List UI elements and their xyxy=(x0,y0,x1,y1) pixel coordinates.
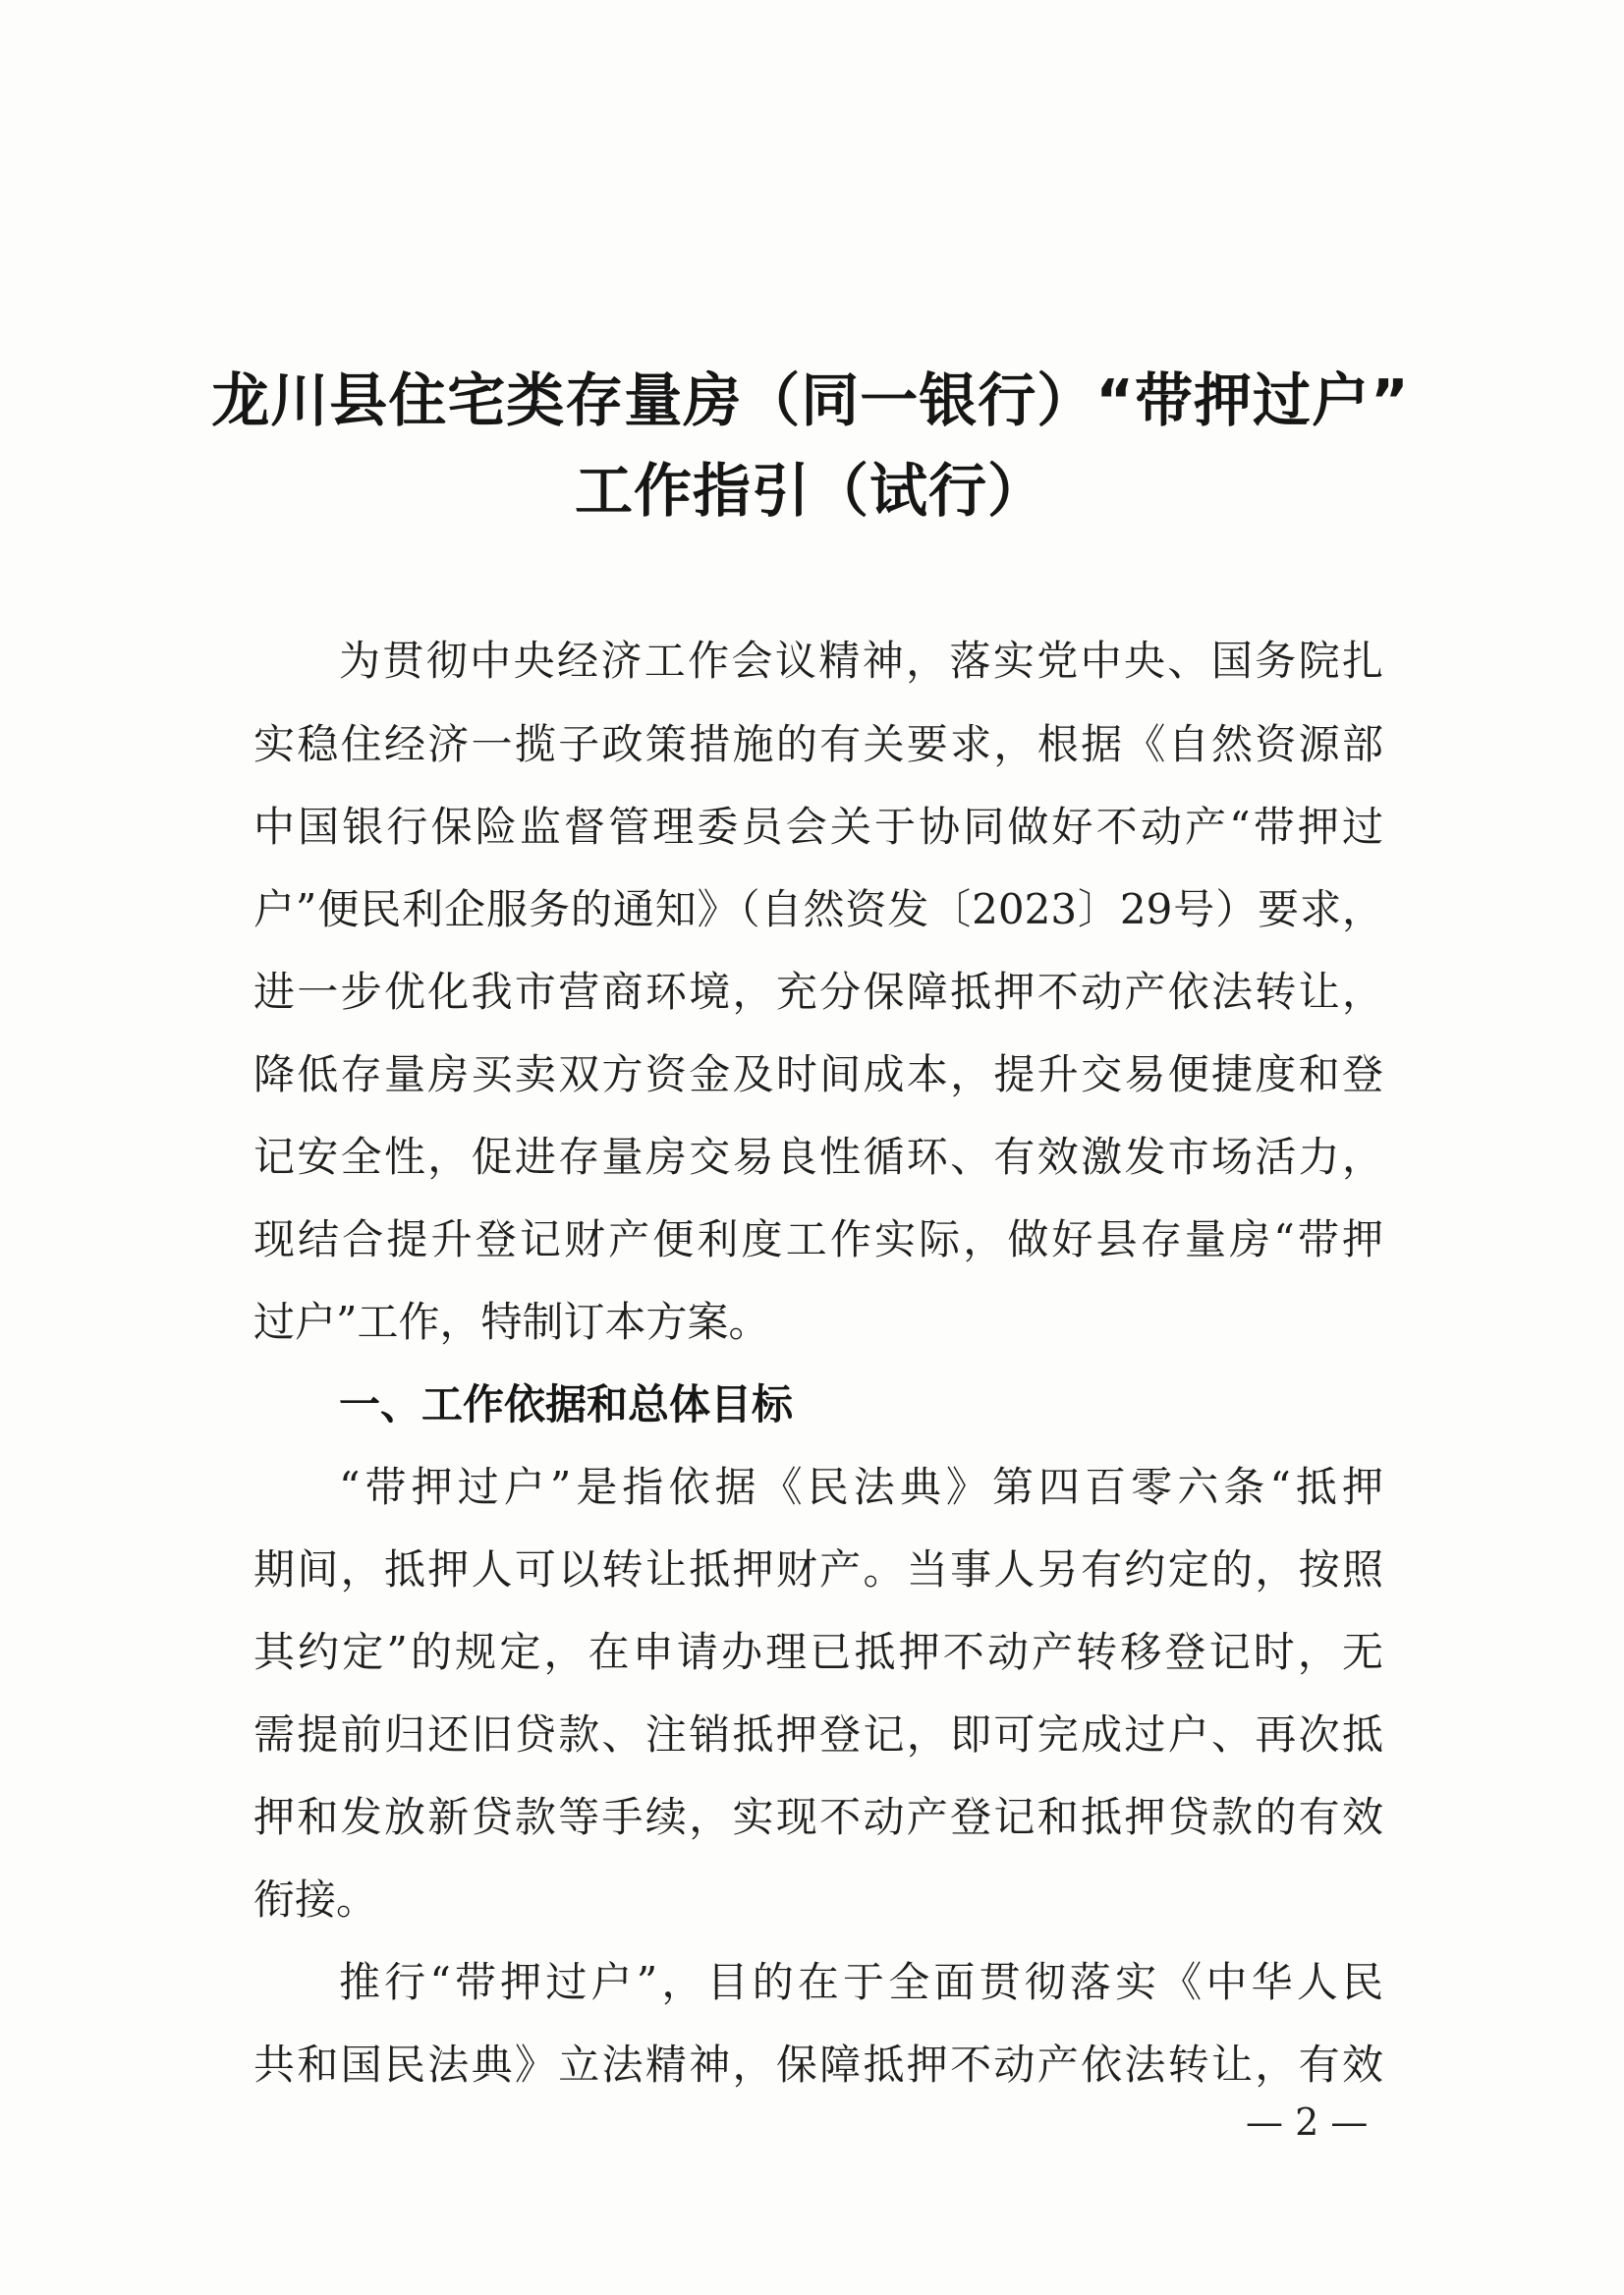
intro-line: 户”便民利企服务的通知》（自然资发〔2023〕29号）要求， xyxy=(253,885,1383,933)
document-title-line-1: 龙川县住宅类存量房（同一银行）“带押过户” xyxy=(211,366,1410,434)
section1-para1-line: 押和发放新贷款等手续，实现不动产登记和抵押贷款的有效 xyxy=(253,1793,1383,1841)
intro-line: 现结合提升登记财产便利度工作实际，做好县存量房“带押 xyxy=(253,1215,1383,1263)
section-heading: 一、工作依据和总体目标 xyxy=(339,1380,794,1428)
intro-line: 进一步优化我市营商环境，充分保障抵押不动产依法转让， xyxy=(253,968,1383,1016)
section1-para1-line: 其约定”的规定，在申请办理已抵押不动产转移登记时，无 xyxy=(253,1628,1383,1676)
section1-para1-line: 需提前归还旧贷款、注销抵押登记，即可完成过户、再次抵 xyxy=(253,1710,1383,1759)
section1-para2-line: 共和国民法典》立法精神，保障抵押不动产依法转让，有效 xyxy=(253,2041,1383,2089)
section1-para2-line: 推行“带押过户”，目的在于全面贯彻落实《中华人民 xyxy=(339,1958,1383,2006)
section1-para1-line: 期间，抵押人可以转让抵押财产。当事人另有约定的，按照 xyxy=(253,1545,1383,1594)
intro-line: 降低存量房买卖双方资金及时间成本，提升交易便捷度和登 xyxy=(253,1050,1383,1098)
section1-para1-line: “带押过户”是指依据《民法典》第四百零六条“抵押 xyxy=(339,1463,1383,1511)
intro-line: 记安全性，促进存量房交易良性循环、有效激发市场活力， xyxy=(253,1133,1383,1181)
intro-line: 过户”工作，特制订本方案。 xyxy=(253,1298,770,1346)
intro-line: 为贯彻中央经济工作会议精神，落实党中央、国务院扎 xyxy=(339,637,1383,685)
section1-para1-line: 衔接。 xyxy=(253,1875,378,1924)
document-title-line-2: 工作指引（试行） xyxy=(574,457,1046,525)
intro-line: 实稳住经济一揽子政策措施的有关要求，根据《自然资源部 xyxy=(253,720,1383,768)
page-number: — 2 — xyxy=(1246,2100,1369,2144)
intro-line: 中国银行保险监督管理委员会关于协同做好不动产“带押过 xyxy=(253,803,1383,851)
